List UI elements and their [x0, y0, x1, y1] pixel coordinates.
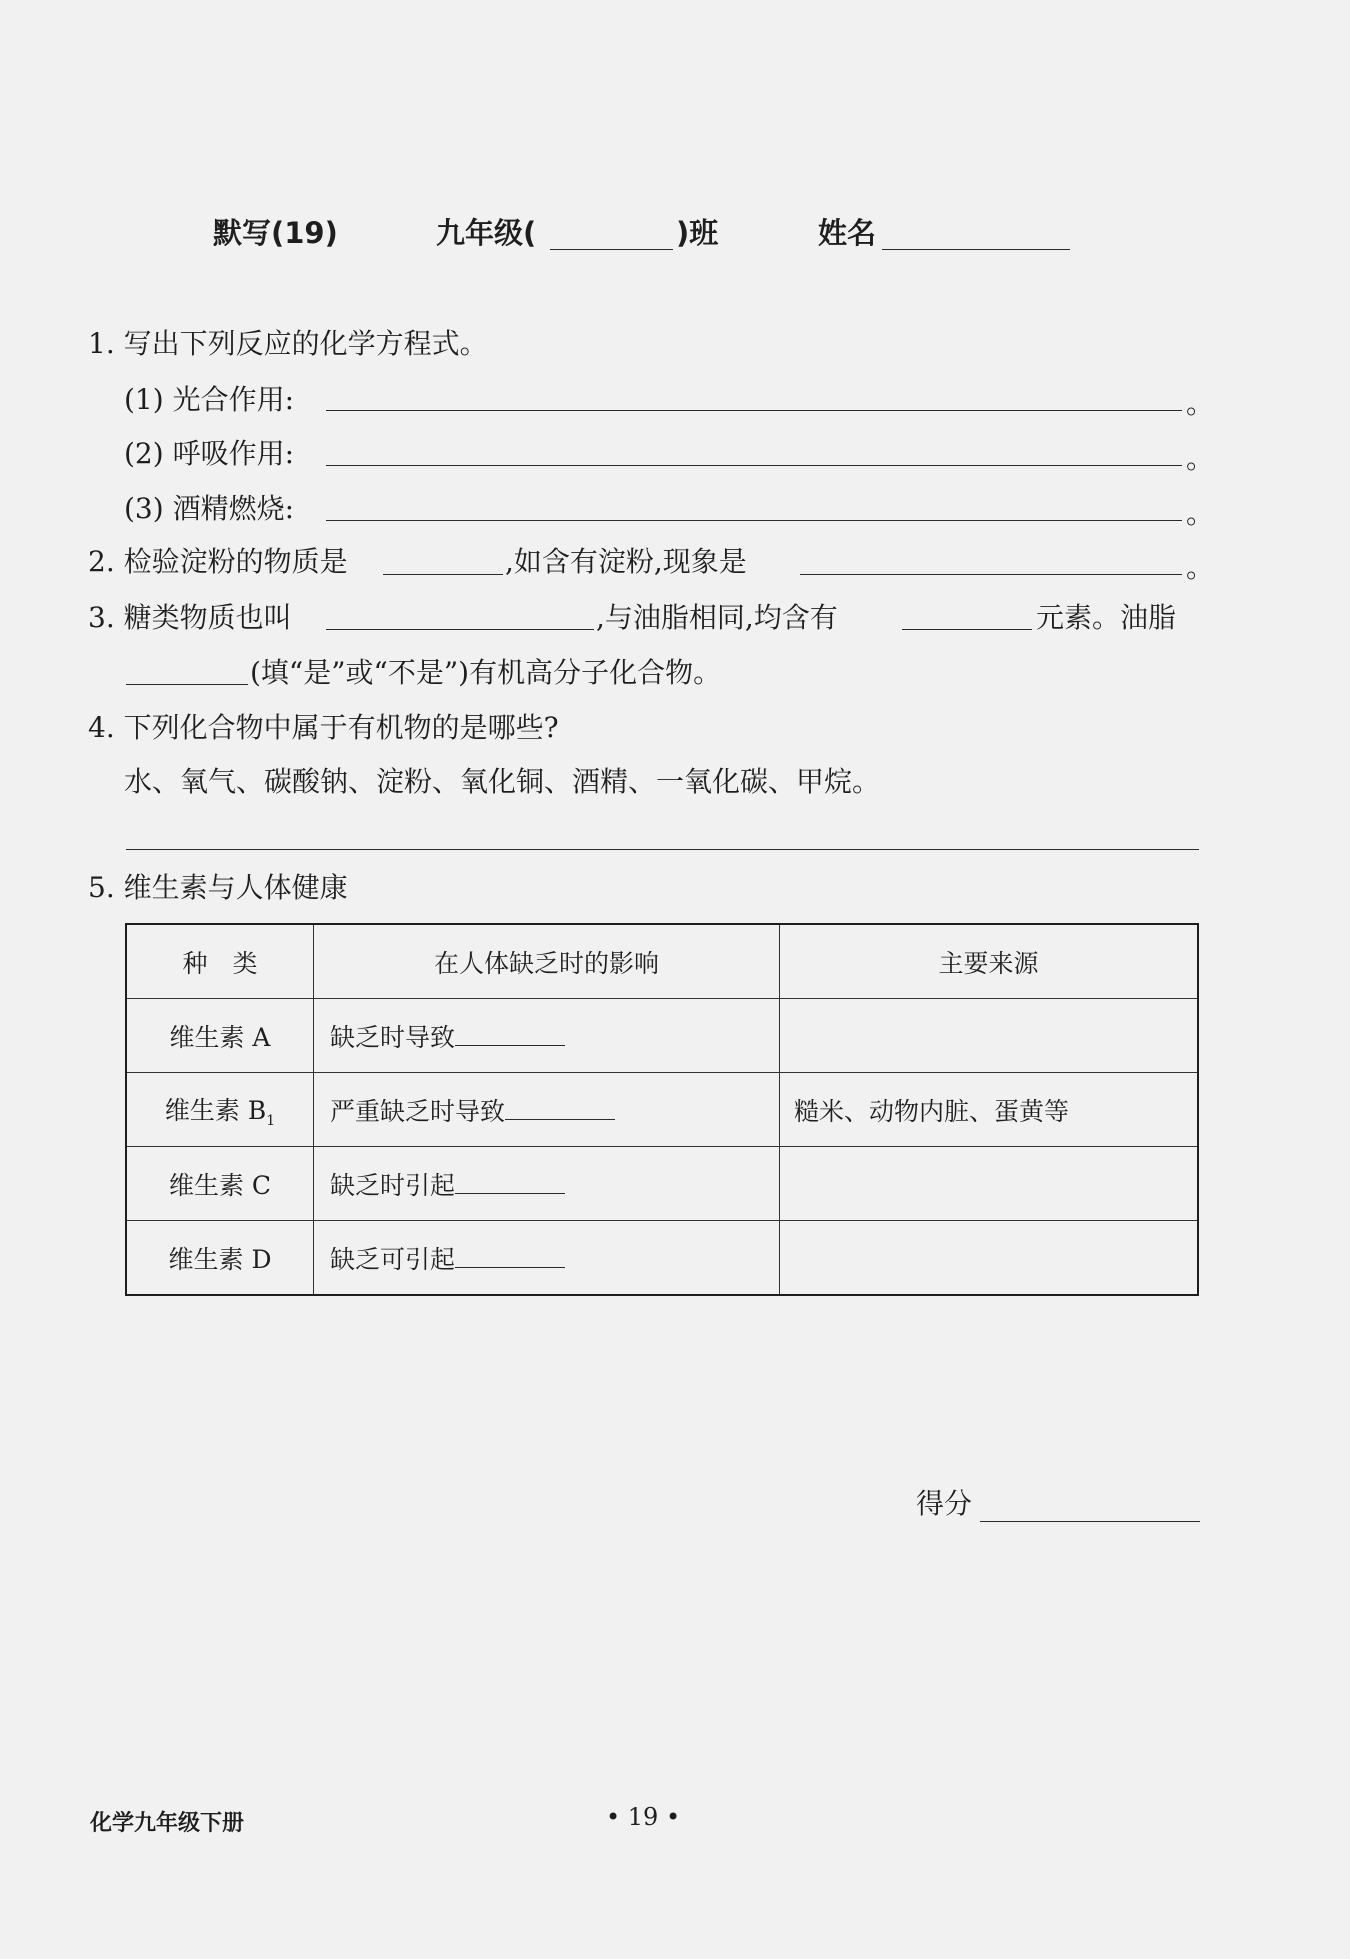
effect-label: 缺乏时引起 [330, 1170, 456, 1200]
effect-blank[interactable] [455, 1025, 565, 1046]
table-row [126, 1073, 1198, 1147]
q1-blank-2[interactable] [326, 465, 1182, 466]
question-3-part4: (填“是”或“不是”)有机高分子化合物。 [250, 656, 722, 689]
effect-label: 缺乏时导致 [330, 1022, 456, 1052]
question-4: 4. 下列化合物中属于有机物的是哪些? [88, 711, 559, 744]
vitamin-name: 维生素 A [126, 999, 314, 1073]
header-effect: 在人体缺乏时的影响 [314, 924, 780, 999]
q1-item-1: (1) 光合作用: [124, 383, 294, 416]
source-cell[interactable] [780, 999, 1199, 1073]
header-source: 主要来源 [780, 924, 1199, 999]
q3-blank-3[interactable] [126, 684, 248, 685]
q1-blank-1[interactable] [326, 410, 1182, 411]
class-blank[interactable] [550, 249, 673, 250]
question-3-part1: 3. 糖类物质也叫 [88, 601, 292, 634]
source-cell[interactable] [780, 1147, 1199, 1221]
q1-item-2: (2) 呼吸作用: [124, 437, 294, 470]
vitamin-table [125, 923, 1199, 1296]
header-type: 种 类 [126, 924, 314, 999]
vitamin-name: 维生素 D [126, 1221, 314, 1296]
q2-end: 。 [1186, 551, 1215, 584]
table-header-row [126, 924, 1198, 999]
q4-answer-blank[interactable] [126, 849, 1199, 850]
table-row [126, 1221, 1198, 1296]
vitamin-name: 维生素 B [164, 1095, 267, 1125]
question-4-list: 水、氧气、碳酸钠、淀粉、氧化铜、酒精、一氧化碳、甲烷。 [124, 765, 881, 798]
effect-blank[interactable] [505, 1099, 615, 1120]
table-row [126, 999, 1198, 1073]
q1-end-1: 。 [1186, 387, 1215, 420]
name-label: 姓名 [818, 216, 877, 250]
effect-label: 严重缺乏时导致 [330, 1096, 506, 1126]
grade-prefix: 九年级( [436, 216, 537, 250]
page-number: • 19 • [606, 1803, 681, 1831]
question-2-part1: 2. 检验淀粉的物质是 [88, 545, 348, 578]
q2-blank-1[interactable] [383, 574, 503, 575]
q1-end-3: 。 [1186, 497, 1215, 530]
name-blank[interactable] [882, 249, 1070, 250]
q1-item-3: (3) 酒精燃烧: [124, 492, 294, 525]
vitamin-name: 维生素 C [126, 1147, 314, 1221]
question-2-part2: ,如含有淀粉,现象是 [505, 545, 747, 578]
question-3-part2: ,与油脂相同,均含有 [596, 601, 838, 634]
footer-book-title: 化学九年级下册 [90, 1811, 245, 1836]
vitamin-subscript: 1 [266, 1112, 276, 1129]
worksheet-title: 默写(19) [213, 216, 338, 250]
q1-blank-3[interactable] [326, 520, 1182, 521]
source-cell: 糙米、动物内脏、蛋黄等 [780, 1073, 1199, 1147]
q1-end-2: 。 [1186, 442, 1215, 475]
effect-blank[interactable] [455, 1247, 565, 1268]
question-1: 1. 写出下列反应的化学方程式。 [88, 327, 488, 360]
source-cell[interactable] [780, 1221, 1199, 1296]
q3-blank-2[interactable] [902, 629, 1032, 630]
score-blank[interactable] [980, 1521, 1200, 1522]
question-5: 5. 维生素与人体健康 [88, 871, 348, 904]
q3-blank-1[interactable] [326, 629, 594, 630]
effect-label: 缺乏可引起 [330, 1244, 456, 1274]
table-row [126, 1147, 1198, 1221]
effect-blank[interactable] [455, 1173, 565, 1194]
score-label: 得分 [916, 1487, 973, 1520]
grade-suffix: )班 [676, 216, 719, 250]
q2-blank-2[interactable] [800, 574, 1182, 575]
question-3-part3: 元素。油脂 [1036, 601, 1177, 634]
